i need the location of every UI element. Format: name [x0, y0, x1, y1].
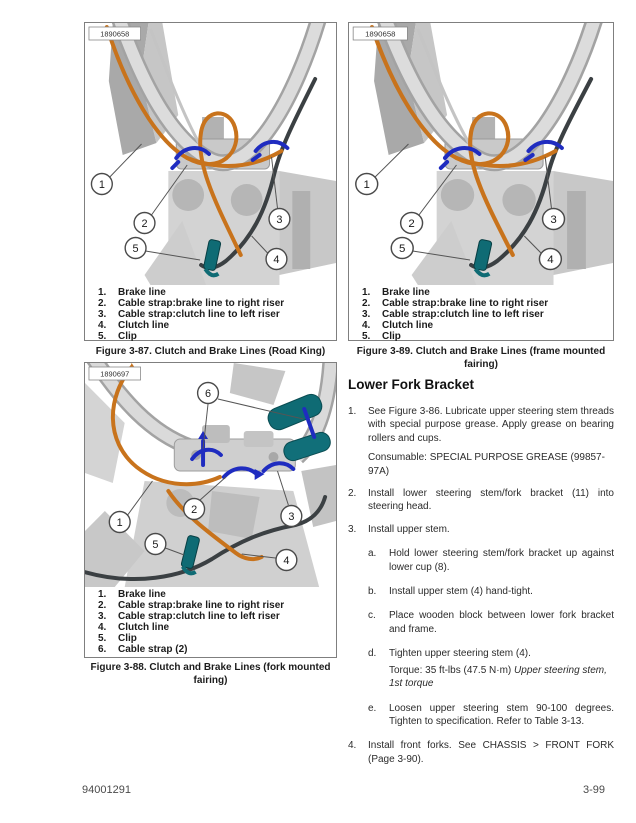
svg-text:3: 3	[276, 213, 283, 227]
substep-b	[368, 585, 614, 598]
legend-item-number: 4.	[98, 320, 107, 331]
legend-item-text: Brake line	[118, 589, 166, 600]
step-text: Install front forks. See CHASSIS > FRONT FORK (Page 3-90).	[368, 740, 614, 765]
step-3	[348, 523, 614, 536]
svg-text:5: 5	[152, 538, 159, 552]
figure-3-88-caption: Figure 3-88. Clutch and Brake Lines (fork mounted fairing)	[90, 662, 331, 686]
callout-1	[356, 144, 409, 195]
svg-text:3: 3	[288, 510, 295, 524]
step-number: 1.	[348, 406, 357, 417]
legend-item-number: 1.	[98, 287, 107, 298]
step-1	[348, 405, 614, 445]
legend-item-text: Cable strap:brake line to right riser	[118, 298, 285, 309]
legend-item-number: 3.	[98, 309, 107, 320]
substep-e	[368, 702, 614, 729]
legend-item-text: Clip	[118, 331, 137, 342]
step-4	[348, 739, 614, 766]
section-heading: Lower Fork Bracket	[348, 377, 475, 392]
lower-fork-bracket-section	[348, 377, 614, 775]
legend-item-number: 3.	[362, 309, 371, 320]
substep-letter: c.	[368, 610, 376, 622]
substep-text: Tighten upper steering stem (4).	[389, 648, 531, 660]
image-id-label	[353, 27, 407, 40]
svg-text:4: 4	[547, 254, 554, 266]
legend-item-number: 2.	[98, 600, 107, 611]
step-number: 3.	[348, 523, 357, 535]
footer-page-number: 3-99	[582, 784, 605, 796]
substep-c	[368, 609, 614, 636]
substep-a	[368, 547, 614, 574]
legend-item	[85, 644, 336, 655]
legend-item-text: Clutch line	[118, 320, 170, 331]
svg-text:2: 2	[408, 218, 415, 230]
legend-item	[349, 298, 613, 309]
substep-d	[368, 647, 614, 660]
legend-item-text: Clutch line	[382, 320, 434, 331]
legend-item-number: 3.	[98, 611, 107, 622]
legend-item	[85, 309, 336, 320]
step-text: Install upper stem.	[368, 523, 450, 535]
legend-item	[349, 331, 613, 342]
legend-item-text: Clip	[382, 331, 401, 342]
figure-3-89	[348, 22, 614, 341]
legend-item-number: 4.	[362, 320, 371, 331]
legend-item	[85, 622, 336, 633]
step-text: Install lower steering stem/fork bracket (11) into steering head.	[368, 488, 614, 513]
legend-item	[85, 589, 336, 600]
legend-item-number: 4.	[98, 622, 107, 633]
svg-text:1890658: 1890658	[100, 29, 130, 39]
legend-item	[85, 298, 336, 309]
legend-item	[85, 633, 336, 644]
legend-item-number: 1.	[98, 589, 107, 600]
figure-3-88	[84, 362, 337, 658]
legend-item-text: Clip	[118, 633, 137, 644]
legend-item	[85, 320, 336, 331]
figure-3-89-caption: Figure 3-89. Clutch and Brake Lines (frame mounted fairing)	[356, 346, 606, 370]
svg-text:1: 1	[363, 179, 370, 191]
legend-item-text: Cable strap:brake line to right riser	[382, 298, 549, 309]
figure-3-89-image	[349, 23, 613, 285]
figure-3-87-image	[85, 23, 336, 285]
legend-item	[85, 600, 336, 611]
legend-item-number: 2.	[362, 298, 371, 309]
footer-part-number: 94001291	[82, 784, 131, 796]
svg-text:6: 6	[204, 387, 212, 401]
substep-text: Install upper stem (4) hand-tight.	[389, 586, 533, 598]
clutch-brake-lines-fork-fairing-art	[85, 363, 336, 587]
svg-text:4: 4	[283, 554, 290, 568]
torque-spec	[389, 664, 614, 691]
svg-text:3: 3	[550, 214, 557, 226]
legend-item	[349, 320, 613, 331]
legend-item-number: 2.	[98, 298, 107, 309]
legend-item-text: Cable strap:clutch line to left riser	[118, 309, 280, 320]
figure-3-88-image	[85, 363, 336, 587]
legend-item-text: Brake line	[118, 287, 166, 298]
step-2	[348, 487, 614, 514]
figure-3-87-caption: Figure 3-87. Clutch and Brake Lines (Road King)	[95, 346, 326, 357]
substep-letter: a.	[368, 548, 377, 560]
svg-text:1: 1	[116, 516, 123, 530]
figure-legend	[85, 285, 336, 344]
legend-item-number: 5.	[98, 331, 107, 342]
torque-detail: Upper steering stem, 1st torque	[389, 664, 607, 690]
legend-item	[85, 287, 336, 298]
legend-item-number: 1.	[362, 287, 371, 298]
legend-item	[85, 331, 336, 342]
svg-text:4: 4	[273, 253, 280, 267]
svg-text:1890697: 1890697	[100, 369, 130, 379]
step-number: 4.	[348, 740, 357, 752]
legend-item-text: Cable strap:clutch line to left riser	[118, 611, 280, 622]
legend-item	[85, 611, 336, 622]
clutch-brake-lines-road-king-art	[85, 23, 336, 285]
substep-letter: d.	[368, 648, 377, 660]
legend-item	[349, 309, 613, 320]
legend-item-text: Clutch line	[118, 622, 170, 633]
legend-item-number: 5.	[362, 331, 371, 342]
figure-legend	[85, 587, 336, 657]
svg-text:1890658: 1890658	[365, 29, 396, 39]
legend-item-text: Cable strap:brake line to right riser	[118, 600, 285, 611]
svg-text:5: 5	[132, 242, 139, 256]
legend-item-number: 6.	[98, 644, 107, 655]
figure-3-87	[84, 22, 337, 341]
legend-item-text: Cable strap (2)	[118, 644, 188, 655]
svg-text:2: 2	[141, 217, 148, 231]
step-text: See Figure 3-86. Lubricate upper steering stem threads with special purpose grease. Apply grease on bearing rollers and cups.	[368, 406, 614, 444]
torque-value: Torque: 35 ft-lbs (47.5 N·m)	[389, 664, 515, 676]
substep-letter: e.	[368, 702, 377, 714]
figure-legend	[349, 285, 613, 344]
consumable-note: Consumable: SPECIAL PURPOSE GREASE (99857-97A)	[368, 452, 605, 477]
svg-text:5: 5	[399, 243, 406, 255]
substep-text: Loosen upper steering stem 90-100 degrees. Tighten to specification. Refer to Table 3-13.	[389, 702, 614, 727]
legend-item	[349, 287, 613, 298]
svg-text:1: 1	[98, 178, 105, 192]
step-number: 2.	[348, 488, 357, 500]
callout-1	[91, 144, 141, 195]
legend-item-text: Brake line	[382, 287, 430, 298]
image-id-label	[89, 27, 141, 40]
svg-text:2: 2	[191, 503, 198, 517]
substep-text: Place wooden block between lower fork bracket and frame.	[389, 610, 614, 635]
legend-item-text: Cable strap:clutch line to left riser	[382, 309, 544, 320]
legend-item-number: 5.	[98, 633, 107, 644]
image-id-label	[89, 367, 141, 380]
clutch-brake-lines-frame-fairing-art	[349, 23, 613, 285]
substep-letter: b.	[368, 586, 377, 598]
substep-text: Hold lower steering stem/fork bracket up against lower cup (8).	[389, 548, 614, 573]
